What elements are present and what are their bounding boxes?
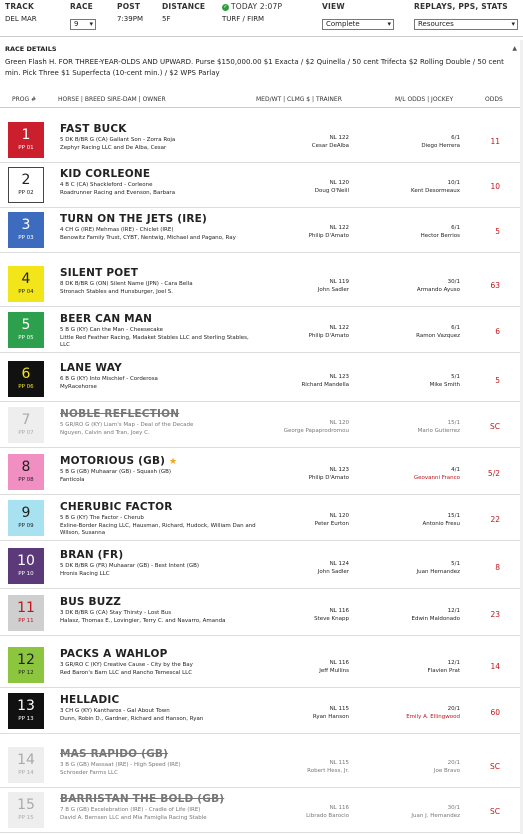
replays-label: REPLAYS, PPS, STATS bbox=[414, 2, 508, 11]
trainer: Philip D'Amato bbox=[308, 475, 349, 481]
morning-line-odds: 30/1 bbox=[447, 805, 460, 811]
live-odds: 63 bbox=[490, 281, 500, 290]
program-number: 12 bbox=[17, 652, 35, 668]
owner: Red Baron's Barn LLC and Rancho Temescal LLC bbox=[60, 669, 193, 676]
post-position: PP 11 bbox=[18, 618, 34, 624]
trainer: Jeff Mullins bbox=[319, 668, 349, 674]
horse-name-text: KID CORLEONE bbox=[60, 168, 151, 180]
program-number: 3 bbox=[21, 217, 31, 233]
horse-name-text: LANE WAY bbox=[60, 362, 122, 374]
horse-info bbox=[60, 708, 260, 723]
post-position: PP 12 bbox=[18, 670, 34, 676]
trainer: Peter Eurton bbox=[314, 521, 349, 527]
program-number-badge bbox=[8, 548, 44, 584]
race-details-text: Green Flash H. FOR THREE-YEAR-OLDS AND UPWARD. Purse $150,000.00 $1 Exacta / $2 Quinella / 50 cent Trifecta $2 Rolling Double / 50 cent min. Pick Three $1 Superfecta (10-cent min.) / $2 WPS Parlay bbox=[5, 58, 504, 77]
horse-info bbox=[60, 662, 260, 677]
status-column bbox=[222, 2, 282, 23]
trainer: Doug O'Neill bbox=[314, 188, 349, 194]
breed-sire-dam: 5 B G (KY) The Factor - Cherub bbox=[60, 515, 144, 521]
program-number-badge bbox=[8, 361, 44, 397]
post-position: PP 13 bbox=[18, 716, 34, 722]
owner: Schroeder Farms LLC bbox=[60, 769, 118, 776]
runner-row[interactable] bbox=[0, 787, 520, 833]
horse-name[interactable] bbox=[60, 549, 123, 561]
med-weight: NL 120 bbox=[329, 180, 349, 186]
med-weight: NL 120 bbox=[329, 513, 349, 519]
live-odds: SC bbox=[490, 807, 500, 816]
morning-line-odds: 5/1 bbox=[451, 374, 460, 380]
program-number: 14 bbox=[17, 752, 35, 768]
runner-row[interactable] bbox=[0, 162, 520, 208]
morning-line-odds: 15/1 bbox=[447, 513, 460, 519]
horse-name[interactable] bbox=[60, 408, 179, 420]
post-position: PP 03 bbox=[18, 235, 34, 241]
live-odds: 5 bbox=[495, 227, 500, 236]
ml-jockey bbox=[434, 759, 460, 775]
jockey: Antonio Fresu bbox=[422, 521, 460, 527]
program-number-badge bbox=[8, 500, 44, 536]
med-weight: NL 124 bbox=[329, 561, 349, 567]
post-label: POST bbox=[117, 2, 141, 11]
post-column bbox=[117, 2, 143, 23]
owner: Dunn, Robin D., Gardner, Richard and Hanson, Ryan bbox=[60, 715, 204, 722]
race-label: RACE bbox=[70, 2, 94, 11]
race-select-value: 9 bbox=[74, 20, 79, 28]
program-number: 11 bbox=[17, 600, 35, 616]
live-odds: 11 bbox=[490, 137, 500, 146]
horse-info bbox=[60, 515, 260, 538]
program-number: 1 bbox=[21, 127, 31, 143]
med-weight: NL 122 bbox=[329, 325, 349, 331]
ml-jockey bbox=[430, 373, 460, 389]
race-details bbox=[0, 36, 523, 86]
col-ml: M/L ODDS | JOCKEY bbox=[395, 96, 454, 103]
program-number: 9 bbox=[21, 505, 31, 521]
jockey: Armando Ayuso bbox=[416, 287, 460, 293]
breed-sire-dam: 8 DK B/BR G (ON) Silent Name (JPN) - Cara Bella bbox=[60, 281, 193, 287]
owner: Nguyen, Calvin and Tran, Joey C. bbox=[60, 429, 150, 436]
horse-name-text: BRAN (FR) bbox=[60, 549, 124, 561]
owner: Halasz, Thomas E., Lovingier, Terry C. and Navarro, Amanda bbox=[60, 617, 226, 624]
ml-jockey bbox=[422, 512, 460, 528]
jockey: Emily A. Ellingwood bbox=[406, 714, 460, 720]
track-label: TRACK bbox=[5, 2, 35, 11]
table-header bbox=[0, 92, 523, 108]
morning-line-odds: 4/1 bbox=[451, 467, 460, 473]
post-position: PP 14 bbox=[18, 770, 34, 776]
horse-info bbox=[60, 422, 260, 437]
jockey: Edwin Maldonado bbox=[411, 616, 460, 622]
owner: Fanticola bbox=[60, 476, 85, 483]
horse-info bbox=[60, 762, 260, 777]
post-value: 7:39PM bbox=[117, 15, 143, 23]
horse-name-text: BARRISTAN THE BOLD (GB) bbox=[60, 793, 225, 805]
runner-row[interactable] bbox=[0, 307, 520, 353]
breed-sire-dam: 5 DK B/BR G (CA) Gallant Son - Zorra Roja bbox=[60, 137, 176, 143]
live-odds: 5/2 bbox=[487, 469, 500, 478]
owner: MyRacehorse bbox=[60, 383, 97, 390]
horse-name[interactable] bbox=[60, 694, 119, 706]
med-trainer bbox=[312, 134, 349, 150]
ml-jockey bbox=[406, 705, 460, 721]
horse-info bbox=[60, 563, 260, 578]
morning-line-odds: 15/1 bbox=[447, 420, 460, 426]
med-weight: NL 116 bbox=[329, 608, 349, 614]
ml-jockey bbox=[412, 607, 460, 623]
morning-line-odds: 6/1 bbox=[451, 225, 460, 231]
trainer: Richard Mandella bbox=[301, 382, 349, 388]
med-weight: NL 119 bbox=[329, 279, 349, 285]
program-number: 5 bbox=[21, 317, 31, 333]
track-value[interactable]: DEL MAR bbox=[5, 15, 37, 23]
owner: Little Red Feather Racing, Madaket Stables LLC and Sterling Stables, LLC bbox=[60, 334, 249, 348]
breed-sire-dam: 4 CH G (IRE) Mehmas (IRE) - Chiclet (IRE) bbox=[60, 227, 174, 233]
check-icon: ✓ bbox=[223, 3, 228, 10]
view-column bbox=[322, 2, 394, 30]
today-row bbox=[222, 2, 282, 11]
breed-sire-dam: 3 CH G (KY) Kantharos - Gal About Town bbox=[60, 708, 170, 714]
post-position: PP 10 bbox=[18, 571, 34, 577]
ml-jockey bbox=[428, 659, 460, 675]
med-trainer bbox=[307, 759, 349, 775]
jockey: Mike Smith bbox=[429, 382, 460, 388]
ml-jockey bbox=[411, 804, 460, 820]
horse-info bbox=[60, 610, 260, 625]
med-trainer bbox=[309, 324, 349, 340]
med-weight: NL 115 bbox=[329, 760, 349, 766]
horse-name-text: BEER CAN MAN bbox=[60, 313, 153, 325]
post-position: PP 04 bbox=[18, 289, 34, 295]
runner-row[interactable] bbox=[0, 356, 520, 402]
morning-line-odds: 12/1 bbox=[447, 608, 460, 614]
owner: Stronach Stables and Hunsburger, Joel S. bbox=[60, 288, 174, 295]
runner-row[interactable] bbox=[0, 688, 520, 734]
horse-name[interactable] bbox=[60, 213, 207, 225]
program-number-badge bbox=[8, 454, 44, 490]
post-position: PP 06 bbox=[18, 384, 34, 390]
horse-name[interactable] bbox=[60, 362, 122, 374]
ml-jockey bbox=[418, 419, 460, 435]
distance-value: 5F bbox=[162, 15, 171, 23]
distance-column bbox=[162, 2, 205, 23]
jockey: Kent Desormeaux bbox=[411, 188, 460, 194]
race-select[interactable] bbox=[70, 19, 96, 30]
trainer: Philip D'Amato bbox=[308, 333, 349, 339]
jockey: Mario Gutierrez bbox=[417, 428, 460, 434]
breed-sire-dam: 7 B G (GB) Excelebration (IRE) - Cradle of Life (IRE) bbox=[60, 807, 201, 813]
owner: Hronis Racing LLC bbox=[60, 570, 110, 577]
trainer: John Sadler bbox=[317, 287, 349, 293]
ml-jockey bbox=[416, 324, 460, 340]
runner-row[interactable] bbox=[0, 117, 520, 163]
horse-name[interactable] bbox=[60, 123, 127, 135]
program-number: 7 bbox=[21, 412, 31, 428]
distance-label: DISTANCE bbox=[162, 2, 206, 11]
live-odds: 8 bbox=[495, 563, 500, 572]
horse-info bbox=[60, 281, 260, 296]
med-weight: NL 123 bbox=[329, 374, 349, 380]
trainer: Cesar DeAlba bbox=[311, 143, 349, 149]
horse-name-text: FAST BUCK bbox=[60, 123, 127, 135]
med-trainer bbox=[315, 179, 349, 195]
med-trainer bbox=[313, 705, 349, 721]
jockey: Flavien Prat bbox=[427, 668, 460, 674]
ml-jockey bbox=[421, 134, 460, 150]
chevron-down-icon: ▾ bbox=[511, 20, 515, 28]
med-weight: NL 122 bbox=[329, 225, 349, 231]
program-number: 10 bbox=[17, 553, 35, 569]
horse-info bbox=[60, 376, 260, 391]
med-weight: NL 120 bbox=[329, 420, 349, 426]
program-number-badge bbox=[8, 647, 44, 683]
horse-name-text: SILENT POET bbox=[60, 267, 139, 279]
live-odds: SC bbox=[490, 422, 500, 431]
program-number: 15 bbox=[17, 797, 35, 813]
surface-value: TURF / FIRM bbox=[222, 15, 265, 23]
runner-row[interactable] bbox=[0, 495, 520, 541]
live-odds: SC bbox=[490, 762, 500, 771]
program-number: 4 bbox=[21, 271, 31, 287]
horse-info bbox=[60, 182, 260, 197]
breed-sire-dam: 4 B C (CA) Shackleford - Corleone bbox=[60, 182, 153, 188]
jockey: Geovanni Franco bbox=[413, 475, 460, 481]
med-weight: NL 116 bbox=[329, 805, 349, 811]
breed-sire-dam: 3 B G (GB) Massaat (IRE) - High Speed (IRE) bbox=[60, 762, 181, 768]
horse-info bbox=[60, 469, 260, 484]
horse-name[interactable] bbox=[60, 168, 150, 180]
horse-name[interactable] bbox=[60, 596, 121, 608]
ml-jockey bbox=[411, 179, 460, 195]
view-label: VIEW bbox=[322, 2, 345, 11]
breed-sire-dam: 5 DK B/BR G (FR) Muhaarar (GB) - Best Intent (GB) bbox=[60, 563, 200, 569]
med-weight: NL 115 bbox=[329, 706, 349, 712]
med-trainer bbox=[314, 607, 349, 623]
race-header bbox=[0, 0, 523, 36]
breed-sire-dam: 5 B G (GB) Muhaarar (GB) - Squash (GB) bbox=[60, 469, 172, 475]
med-weight: NL 123 bbox=[329, 467, 349, 473]
program-number-badge bbox=[8, 312, 44, 348]
jockey: Juan Hernandez bbox=[416, 569, 460, 575]
med-trainer bbox=[306, 804, 349, 820]
live-odds: 10 bbox=[490, 182, 500, 191]
race-column bbox=[70, 2, 96, 30]
post-position: PP 01 bbox=[18, 145, 34, 151]
horse-name-text: BUS BUZZ bbox=[60, 596, 122, 608]
race-details-heading: RACE DETAILS bbox=[5, 45, 57, 53]
program-number-badge bbox=[8, 747, 44, 783]
horse-name-text: NOBLE REFLECTION bbox=[60, 408, 180, 420]
jockey: Diego Herrera bbox=[421, 143, 460, 149]
resources-select[interactable] bbox=[414, 19, 518, 30]
owner: Benowitz Family Trust, CYBT, Nentwig, Michael and Pagano, Ray bbox=[60, 234, 236, 241]
med-weight: NL 122 bbox=[329, 135, 349, 141]
jockey: Ramon Vazquez bbox=[416, 333, 460, 339]
breed-sire-dam: 5 B G (KY) Can the Man - Cheesecake bbox=[60, 327, 164, 333]
ml-jockey bbox=[421, 224, 460, 240]
morning-line-odds: 6/1 bbox=[451, 135, 460, 141]
trainer: Philip D'Amato bbox=[308, 233, 349, 239]
morning-line-odds: 5/1 bbox=[451, 561, 460, 567]
runner-row[interactable] bbox=[0, 207, 520, 253]
morning-line-odds: 6/1 bbox=[451, 325, 460, 331]
ml-jockey bbox=[417, 278, 460, 294]
morning-line-odds: 20/1 bbox=[447, 760, 460, 766]
scroll-up-icon[interactable]: ▲ bbox=[512, 45, 517, 52]
post-position: PP 08 bbox=[18, 477, 34, 483]
med-trainer bbox=[309, 466, 349, 482]
chevron-down-icon: ▾ bbox=[387, 20, 391, 28]
med-trainer bbox=[284, 419, 349, 435]
live-odds: 14 bbox=[490, 662, 500, 671]
live-odds: 23 bbox=[490, 610, 500, 619]
post-position: PP 09 bbox=[18, 523, 34, 529]
horse-name-text: HELLADIC bbox=[60, 694, 120, 706]
horse-info bbox=[60, 137, 260, 152]
program-number-badge bbox=[8, 595, 44, 631]
horse-info bbox=[60, 327, 260, 350]
morning-line-odds: 12/1 bbox=[447, 660, 460, 666]
med-trainer bbox=[301, 373, 349, 389]
breed-sire-dam: 3 DK B/BR G (CA) Stay Thirsty - Lost Bus bbox=[60, 610, 172, 616]
live-odds: 5 bbox=[495, 376, 500, 385]
jockey: Hector Berrios bbox=[420, 233, 460, 239]
program-number: 13 bbox=[17, 698, 35, 714]
post-position: PP 07 bbox=[18, 430, 34, 436]
horse-name-text: MAS RAPIDO (GB) bbox=[60, 748, 169, 760]
horse-info bbox=[60, 227, 260, 242]
program-number: 6 bbox=[21, 366, 31, 382]
horse-name[interactable] bbox=[60, 267, 138, 279]
program-number-badge bbox=[8, 792, 44, 828]
col-horse: HORSE | BREED SIRE-DAM | OWNER bbox=[58, 96, 166, 103]
program-number-badge bbox=[8, 122, 44, 158]
owner: David A. Bernsen LLC and Mia Famiglia Racing Stable bbox=[60, 814, 207, 821]
med-trainer bbox=[309, 224, 349, 240]
horse-name-text: PACKS A WAHLOP bbox=[60, 648, 168, 660]
program-number: 2 bbox=[21, 172, 31, 188]
med-trainer bbox=[319, 659, 349, 675]
trainer: Librado Barocio bbox=[306, 813, 349, 819]
runner-row[interactable] bbox=[0, 449, 520, 495]
program-number-badge bbox=[8, 407, 44, 443]
horse-name-text: MOTORIOUS (GB) bbox=[60, 455, 166, 467]
trainer: John Sadler bbox=[317, 569, 349, 575]
runner-row[interactable] bbox=[0, 261, 520, 307]
ml-jockey bbox=[416, 560, 460, 576]
owner: Roadrunner Racing and Evenson, Barbara bbox=[60, 189, 176, 196]
trainer: Robert Hess, Jr. bbox=[307, 768, 349, 774]
program-number-badge bbox=[8, 693, 44, 729]
post-position: PP 02 bbox=[18, 190, 34, 196]
owner: Zephyr Racing LLC and De Alba, Cesar bbox=[60, 144, 167, 151]
track-column bbox=[5, 2, 37, 23]
horse-name[interactable] bbox=[60, 748, 168, 760]
morning-line-odds: 20/1 bbox=[447, 706, 460, 712]
med-weight: NL 116 bbox=[329, 660, 349, 666]
program-number-badge bbox=[8, 266, 44, 302]
live-odds: 6 bbox=[495, 327, 500, 336]
col-med: MED/WT | CLMG $ | TRAINER bbox=[256, 96, 342, 103]
program-number-badge bbox=[8, 212, 44, 248]
runner-row[interactable] bbox=[0, 543, 520, 589]
post-position: PP 15 bbox=[18, 815, 34, 821]
ml-jockey bbox=[414, 466, 460, 482]
horse-name-text: TURN ON THE JETS (IRE) bbox=[60, 213, 207, 225]
breed-sire-dam: 5 GR/RO G (KY) Liam's Map - Deal of the Decade bbox=[60, 422, 194, 428]
runner-row[interactable] bbox=[0, 642, 520, 688]
trainer: George Papaprodromou bbox=[283, 428, 349, 434]
col-prog: PROG # bbox=[12, 96, 37, 103]
jockey: Joe Bravo bbox=[433, 768, 460, 774]
runner-row[interactable] bbox=[0, 742, 520, 788]
replays-column bbox=[414, 2, 518, 30]
horse-name[interactable] bbox=[60, 793, 224, 805]
today-value: TODAY 2:07P bbox=[231, 2, 283, 11]
morning-line-odds: 10/1 bbox=[447, 180, 460, 186]
star-icon: ★ bbox=[169, 457, 178, 467]
horse-name[interactable] bbox=[60, 455, 177, 467]
resources-select-value: Resources bbox=[418, 20, 454, 28]
runner-row[interactable] bbox=[0, 402, 520, 448]
chevron-down-icon: ▾ bbox=[89, 20, 93, 28]
col-odds: ODDS bbox=[485, 96, 503, 103]
horse-name[interactable] bbox=[60, 648, 167, 660]
trainer: Ryan Hanson bbox=[312, 714, 349, 720]
view-select[interactable] bbox=[322, 19, 394, 30]
program-number-badge bbox=[8, 167, 44, 203]
runner-row[interactable] bbox=[0, 590, 520, 636]
program-number: 8 bbox=[21, 459, 31, 475]
med-trainer bbox=[318, 560, 349, 576]
med-trainer bbox=[315, 512, 349, 528]
post-position: PP 05 bbox=[18, 335, 34, 341]
trainer: Steve Knapp bbox=[314, 616, 349, 622]
med-trainer bbox=[318, 278, 349, 294]
breed-sire-dam: 6 B G (KY) Into Mischief - Corderosa bbox=[60, 376, 158, 382]
view-select-value: Complete bbox=[326, 20, 360, 28]
morning-line-odds: 30/1 bbox=[447, 279, 460, 285]
horse-name-text: CHERUBIC FACTOR bbox=[60, 501, 173, 513]
owner: Exline-Border Racing LLC, Hausman, Richard, Hudock, William Dan and Wilson, Susanna bbox=[60, 522, 256, 536]
jockey: Juan J. Hernandez bbox=[411, 813, 460, 819]
live-odds: 22 bbox=[490, 515, 500, 524]
horse-name[interactable] bbox=[60, 313, 152, 325]
horse-info bbox=[60, 807, 260, 822]
horse-name[interactable] bbox=[60, 501, 173, 513]
breed-sire-dam: 3 GR/RO C (KY) Creative Cause - City by the Bay bbox=[60, 662, 193, 668]
live-odds: 60 bbox=[490, 708, 500, 717]
